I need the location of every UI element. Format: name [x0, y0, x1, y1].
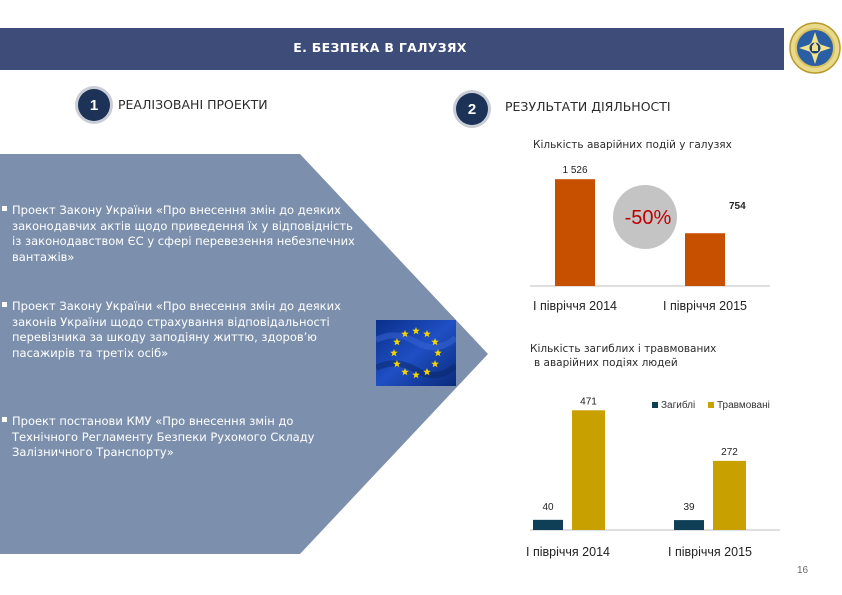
project-item-1: [12, 203, 357, 265]
chart-2-title: [530, 342, 716, 370]
chart-1-value-2015: 754: [729, 201, 746, 213]
chart-2-value-injured-2015: 272: [721, 446, 738, 458]
chart-1-category-2014: І півріччя 2014: [533, 299, 617, 313]
chart-2-bar-injured-2015: [713, 461, 746, 530]
legend-injured-label: Травмовані: [717, 400, 770, 411]
chart-1-bar-2014: [555, 179, 595, 286]
chart-1-category-2015: І півріччя 2015: [663, 299, 747, 313]
project-text-2: Проект Закону України «Про внесення змін до деяких законів України щодо страхування відповідальності перевізника за шкоду заподіяну життю, здоров’ю пасажирів та третіх осіб»: [12, 299, 341, 360]
chart-1-bar-2015: [685, 233, 725, 286]
bullet-marker: [2, 302, 7, 307]
section-number-1: 1: [78, 89, 110, 121]
chart-2-category-2014: І півріччя 2014: [526, 545, 610, 559]
emblem-icon: [788, 20, 842, 76]
chart-2-category-2015: І півріччя 2015: [668, 545, 752, 559]
bullet-marker: [2, 417, 7, 422]
chart-2-value-killed-2015: 39: [683, 502, 695, 514]
legend-killed-label: Загиблі: [661, 400, 696, 411]
section-title-results: РЕЗУЛЬТАТИ ДІЯЛЬНОСТІ: [505, 99, 671, 114]
chart-2-value-killed-2014: 40: [542, 501, 554, 513]
chart-2-value-injured-2014: 471: [580, 396, 597, 408]
section-number-2: 2: [456, 93, 488, 125]
eu-flag-icon: [376, 320, 456, 386]
chart-2-bar-killed-2014: [533, 520, 563, 530]
project-item-3: [12, 414, 357, 461]
page-title: Е. БЕЗПЕКА В ГАЛУЗЯХ: [293, 40, 467, 55]
chart-2-bar-injured-2014: [572, 410, 605, 530]
chart-1-value-2014: 1 526: [562, 165, 588, 177]
chart-2-title-line-2: в аварійних подіях людей: [534, 357, 678, 369]
project-text-3: Проект постанови КМУ «Про внесення змін до Технічного Регламенту Безпеки Рухомого Складу Залізничного Транспорту»: [12, 414, 315, 459]
bullet-marker: [2, 206, 7, 211]
legend-injured-swatch: [708, 402, 714, 408]
project-text-1: Проект Закону України «Про внесення змін до деяких законодавчих актів щодо приведення їх у відповідність із законодавством ЄС у сфері перевезення небезпечних вантажів»: [12, 203, 355, 264]
casualties-chart: [500, 385, 800, 565]
page-number: 16: [797, 565, 809, 576]
chart-2-bar-killed-2015: [674, 520, 704, 530]
accidents-chart: [500, 160, 790, 320]
reduction-badge-text: -50%: [624, 207, 672, 229]
chart-1-title: Кількість аварійних подій у галузях: [533, 139, 732, 151]
legend-killed-swatch: [652, 402, 658, 408]
project-item-2: [12, 299, 357, 361]
section-title-projects: РЕАЛІЗОВАНІ ПРОЕКТИ: [118, 97, 268, 112]
chart-2-title-line-1: Кількість загиблих і травмованих: [530, 343, 717, 355]
